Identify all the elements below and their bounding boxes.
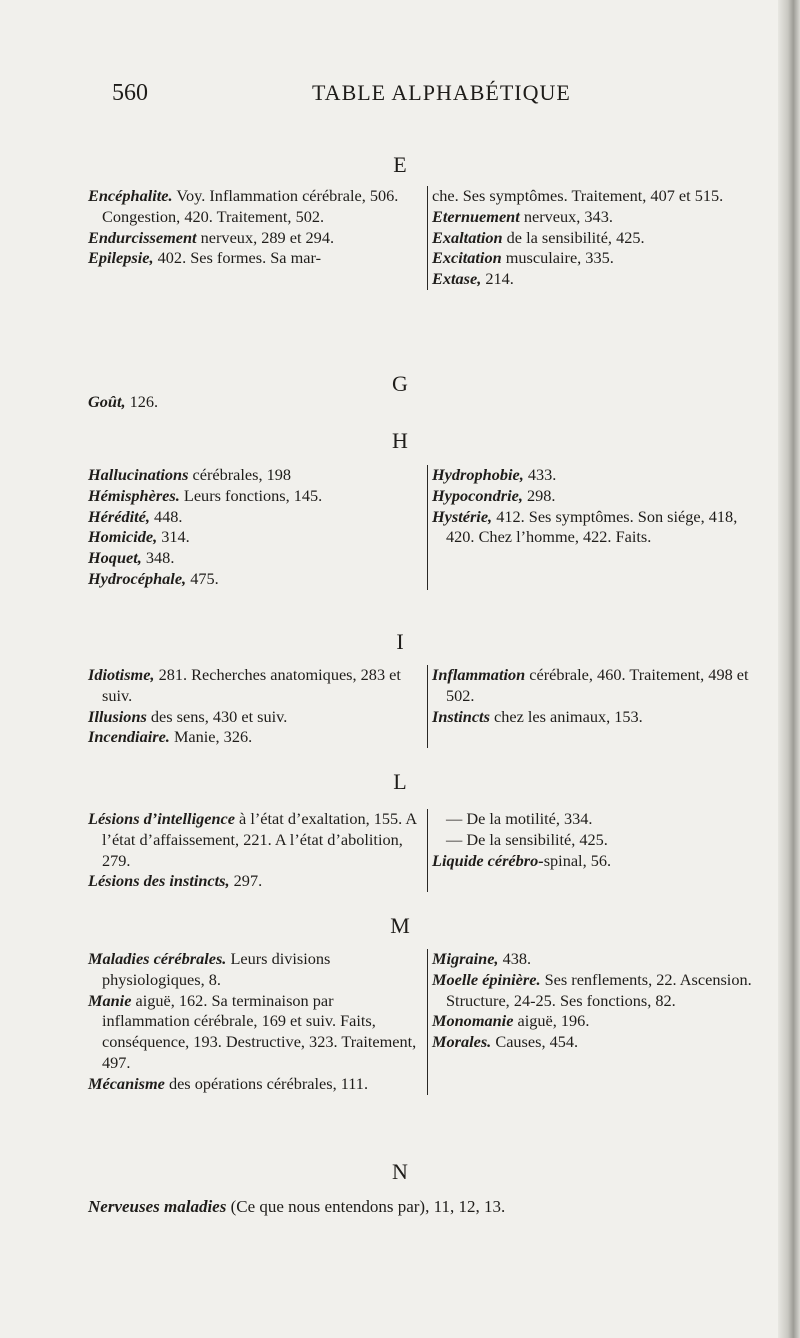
- index-entry: Hémisphères. Leurs fonctions, 145.: [88, 485, 323, 505]
- index-entry: Exaltation de la sensibilité, 425.: [432, 227, 645, 247]
- section-h-left-column: [88, 465, 427, 590]
- index-entry: Migraine, 438.: [432, 949, 532, 968]
- index-entry: Homicide, 314.: [88, 527, 190, 547]
- section-m-right-column: [427, 949, 754, 1095]
- index-entry: Extase, 214.: [432, 269, 514, 289]
- page-number: 560: [112, 80, 148, 106]
- section-m: [88, 949, 754, 1095]
- section-l: [88, 809, 754, 892]
- index-entry: Hoquet, 348.: [88, 548, 175, 568]
- section-letter-m: M: [390, 913, 410, 938]
- index-entry: Manie aiguë, 162. Sa terminaison par inflammation cérébrale, 169 et suiv. Faits, conséquence, 193. Destructive, 323. Traitement, 497.: [88, 990, 417, 1072]
- index-entry: Illusions des sens, 430 et suiv.: [88, 706, 288, 726]
- section-letter-l: L: [393, 769, 407, 794]
- index-entry: Idiotisme, 281. Recherches anatomiques, 283 et suiv.: [88, 665, 401, 705]
- index-entry: — De la motilité, 334.: [446, 809, 593, 828]
- index-entry: Excitation musculaire, 335.: [432, 248, 614, 268]
- index-entry: Maladies cérébrales. Leurs divisions physiologiques, 8.: [88, 949, 331, 989]
- section-i-right-column: [427, 665, 754, 748]
- section-letter-g: G: [392, 371, 408, 396]
- index-entry: Eternuement nerveux, 343.: [432, 206, 613, 226]
- section-letter-e: E: [393, 152, 407, 177]
- section-m-left-column: [88, 949, 427, 1095]
- index-entry: Incendiaire. Manie, 326.: [88, 727, 253, 747]
- index-entry: Epilepsie, 402. Ses formes. Sa mar-: [88, 248, 322, 268]
- section-h-right-column: [427, 465, 754, 590]
- section-i-left-column: [88, 665, 427, 748]
- index-entry: Liquide cérébro-spinal, 56.: [432, 850, 612, 870]
- page-header: [112, 80, 672, 114]
- section-e: [88, 186, 754, 290]
- index-entry: Hystérie, 412. Ses symptômes. Son siége, 418, 420. Chez l’homme, 422. Faits.: [432, 506, 738, 547]
- index-entry: Hydrophobie, 433.: [432, 465, 557, 484]
- index-entry: Endurcissement nerveux, 289 et 294.: [88, 227, 335, 247]
- section-e-right-column: [427, 186, 754, 290]
- index-entry: Instincts chez les animaux, 153.: [432, 706, 643, 726]
- section-letter-n: N: [392, 1159, 408, 1184]
- section-l-right-column: [427, 809, 754, 892]
- section-letter-h: H: [392, 428, 408, 453]
- running-title: TABLE ALPHABÉTIQUE: [312, 80, 571, 105]
- section-e-left-column: [88, 186, 427, 290]
- index-entry: Lésions d’intelligence à l’état d’exaltation, 155. A l’état d’affaissement, 221. A l’état d’abolition, 279.: [88, 809, 417, 870]
- section-h: [88, 465, 754, 590]
- index-entry: Lésions des instincts, 297.: [88, 871, 263, 891]
- index-entry: Morales. Causes, 454.: [432, 1032, 579, 1052]
- index-entry: Goût, 126.: [88, 392, 159, 411]
- index-entry: — De la sensibilité, 425.: [446, 829, 608, 849]
- index-entry: Hydrocéphale, 475.: [88, 568, 219, 588]
- index-entry: Nerveuses maladies (Ce que nous entendons par), 11, 12, 13.: [88, 1197, 506, 1216]
- page-edge-shadow: [778, 0, 800, 1338]
- index-entry: Hérédité, 448.: [88, 506, 183, 526]
- index-entry: Moelle épinière. Ses renflements, 22. Ascension. Structure, 24-25. Ses fonctions, 82.: [432, 969, 752, 1010]
- index-entry: Hypocondrie, 298.: [432, 485, 556, 505]
- index-entry: Inflammation cérébrale, 460. Traitement, 498 et 502.: [432, 665, 749, 705]
- section-letter-i: I: [396, 629, 404, 654]
- index-entry: Mécanisme des opérations cérébrales, 111.: [88, 1073, 369, 1093]
- index-entry: Hallucinations cérébrales, 198: [88, 465, 292, 484]
- section-i: [88, 665, 754, 748]
- index-entry: che. Ses symptômes. Traitement, 407 et 515.: [432, 186, 724, 205]
- section-l-left-column: [88, 809, 427, 892]
- index-entry: Encéphalite. Voy. Inflammation cérébrale, 506. Congestion, 420. Traitement, 502.: [88, 186, 399, 226]
- index-entry: Monomanie aiguë, 196.: [432, 1011, 590, 1031]
